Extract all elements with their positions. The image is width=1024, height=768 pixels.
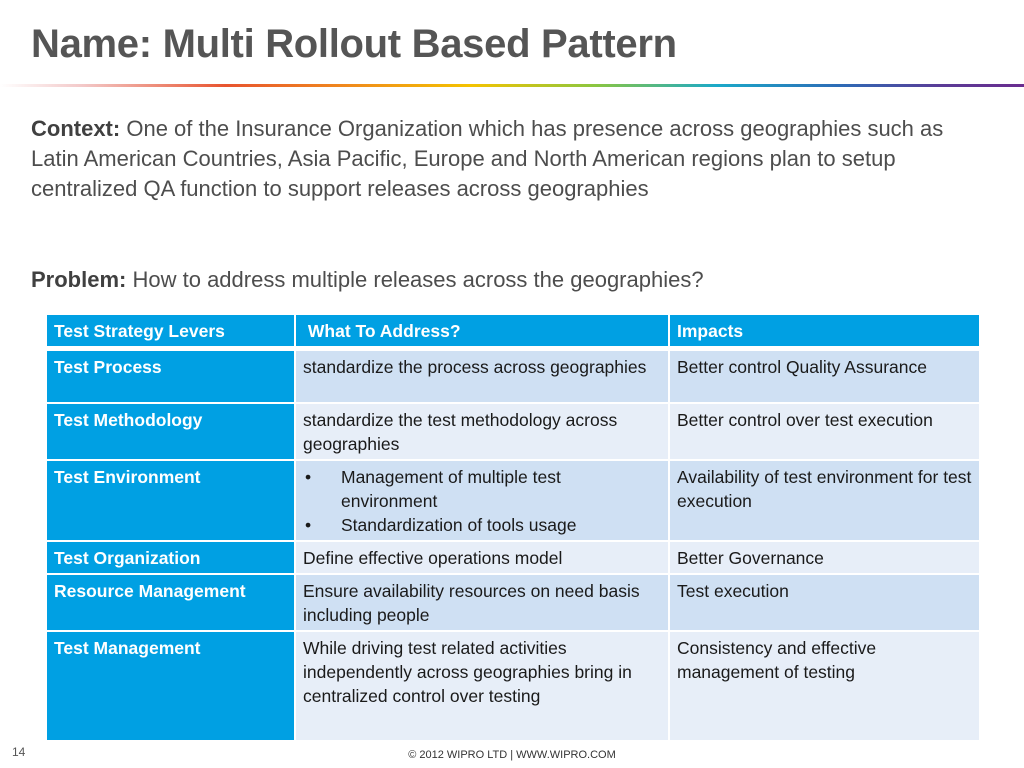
address-bullet-list [303, 465, 661, 537]
table-row [46, 631, 980, 741]
address-cell: standardize the test methodology across geographies [295, 403, 669, 460]
header-what-to-address [295, 314, 669, 349]
test-strategy-table [45, 313, 981, 742]
address-cell: standardize the process across geographies [295, 349, 669, 403]
problem-paragraph [31, 265, 981, 295]
address-cell: Ensure availability resources on need basis including people [295, 574, 669, 631]
impact-cell: Better control over test execution [669, 403, 980, 460]
table-header-row [46, 314, 980, 349]
problem-text: How to address multiple releases across the geographies? [132, 267, 704, 292]
context-label: Context: [31, 116, 121, 141]
impact-cell: Consistency and effective management of testing [669, 631, 980, 741]
list-item: • Standardization of tools usage [303, 513, 661, 537]
address-cell: Define effective operations model [295, 541, 669, 574]
header-impacts: Impacts [669, 314, 980, 349]
table-row [46, 541, 980, 574]
lever-cell: Test Methodology [46, 403, 295, 460]
list-item: • Management of multiple test environment [303, 465, 661, 513]
footer-copyright: © 2012 WIPRO LTD | WWW.WIPRO.COM [408, 749, 616, 761]
address-cell [295, 460, 669, 541]
impact-cell: Test execution [669, 574, 980, 631]
problem-label: Problem: [31, 267, 127, 292]
impact-cell: Better Governance [669, 541, 980, 574]
impact-cell: Better control Quality Assurance [669, 349, 980, 403]
context-text: One of the Insurance Organization which has presence across geographies such as Latin American Countries, Asia Pacific, Europe and North American regions plan to setup centralized QA function to support releases across geographies [31, 116, 944, 201]
lever-cell: Test Process [46, 349, 295, 403]
context-paragraph [31, 114, 981, 204]
table-row [46, 349, 980, 403]
table-row [46, 574, 980, 631]
lever-cell: Test Management [46, 631, 295, 741]
slide-title: Name: Multi Rollout Based Pattern [31, 22, 677, 66]
lever-cell: Test Environment [46, 460, 295, 541]
table-row [46, 403, 980, 460]
page-number: 14 [12, 745, 26, 759]
header-test-strategy-levers: Test Strategy Levers [46, 314, 295, 349]
table-row [46, 460, 980, 541]
lever-cell: Test Organization [46, 541, 295, 574]
header-what-to-address-label: What To Address? [307, 321, 461, 341]
impact-cell: Availability of test environment for test execution [669, 460, 980, 541]
title-divider [0, 84, 1024, 87]
address-cell: While driving test related activities independently across geographies bring in centralized control over testing [295, 631, 669, 741]
lever-cell: Resource Management [46, 574, 295, 631]
